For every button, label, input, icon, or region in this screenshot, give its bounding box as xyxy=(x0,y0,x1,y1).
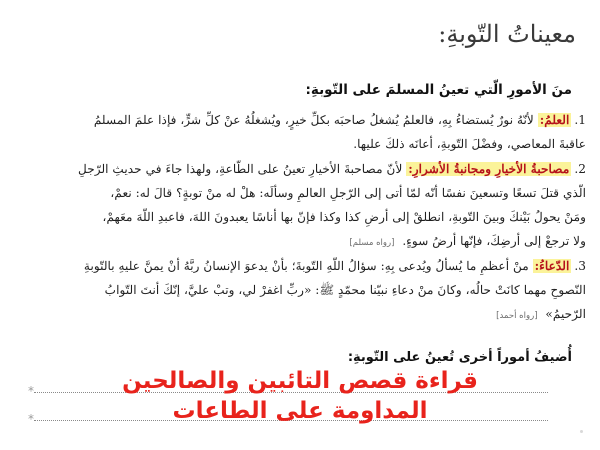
item-line xyxy=(14,157,586,181)
item-line xyxy=(14,302,586,328)
bullet-marker: * xyxy=(28,412,34,426)
list-item-knowledge xyxy=(14,108,586,156)
item-line xyxy=(14,229,586,255)
section-title: معيناتُ التّوبةِ: xyxy=(438,20,576,48)
item-line xyxy=(14,108,586,132)
item-text: عاقبةَ المعاصي، وفضْلَ التّوبةِ، أعانَه ذلكَ عليها. xyxy=(353,137,586,151)
intro-text: منَ الأمورِ الّتي تعينُ المسلمَ على التّوبةِ: xyxy=(305,82,572,98)
item-text: الّذي قتلَ تسعًا وتسعينَ نفسًا أنّه لمّا أتى إلى الرّجلِ العالمِ وسألَه: هلْ له منْ توبةٍ؟ قالَ له: نعمْ، xyxy=(110,186,586,200)
hadith-source: [رواه أحمد] xyxy=(496,311,538,321)
add-more-prompt: أُضيفُ أموراً أخرى تُعينُ على التّوبةِ: xyxy=(347,350,572,365)
list-item-supplication xyxy=(14,254,586,328)
page-mark xyxy=(580,430,583,433)
handwritten-answer-2: المداومة على الطاعات xyxy=(172,398,428,424)
item-number: 2. xyxy=(574,162,586,176)
item-text: الرّحيمُ» xyxy=(545,307,586,321)
item-text: ولا ترجعْ إلى أرضِكَ، فإنّها أرضُ سوءٍ. xyxy=(402,234,586,248)
item-text: النّصوحِ مهما كانَتْ حالُه، وكانَ منْ دعاءِ نبيّنا محمّدٍ ﷺ: «ربِّ اغفرْ لي، وتبْ عليَّ، إنّكَ أنتَ التّوابُ xyxy=(104,283,586,297)
item-text: لأنّهُ نورٌ يُستضاءُ بِهِ، فالعلمُ يُشغلُ صاحبَه بكلِّ خيرٍ، ويُشغلُهُ عنْ كلِّ شرٍّ، فإذا علمَ المسلمُ xyxy=(93,113,534,127)
list-item-companionship xyxy=(14,157,586,255)
bullet-marker: * xyxy=(28,384,34,398)
item-keyword: الدّعاءُ: xyxy=(534,259,570,273)
handwritten-answer-1: قراءة قصص التائبين والصالحين xyxy=(122,368,478,394)
item-text: لأنّ مصاحبةَ الأخيارِ تعينُ على الطّاعةِ، ولهذا جاءَ في حديثِ الرّجلِ xyxy=(77,162,403,176)
item-text: ومَنْ يحولُ بَيْنكَ وبينَ التّوبةِ، انطلقْ إلى أرضِ كذا وكذا فإنّ بها أناسًا يعبدونَ اللهَ، فاعبدِ اللّهَ معَهمْ، xyxy=(102,210,586,224)
item-number: 1. xyxy=(574,113,586,127)
item-number: 3. xyxy=(574,259,586,273)
item-keyword: مصاحبةُ الأخيارِ ومجانبةُ الأشرارِ: xyxy=(408,162,570,176)
item-keyword: العلمُ: xyxy=(539,113,570,127)
item-line xyxy=(14,254,586,278)
hadith-source: [رواه مسلم] xyxy=(349,238,395,248)
item-text: منْ أعظمِ ما يُسألُ ويُدعى بِهِ: سؤالُ اللّهِ التّوبةَ؛ بأنْ يدعوَ الإنسانُ ربَّهُ أنْ يمنَّ عليهِ بالتّوبةِ xyxy=(83,259,529,273)
